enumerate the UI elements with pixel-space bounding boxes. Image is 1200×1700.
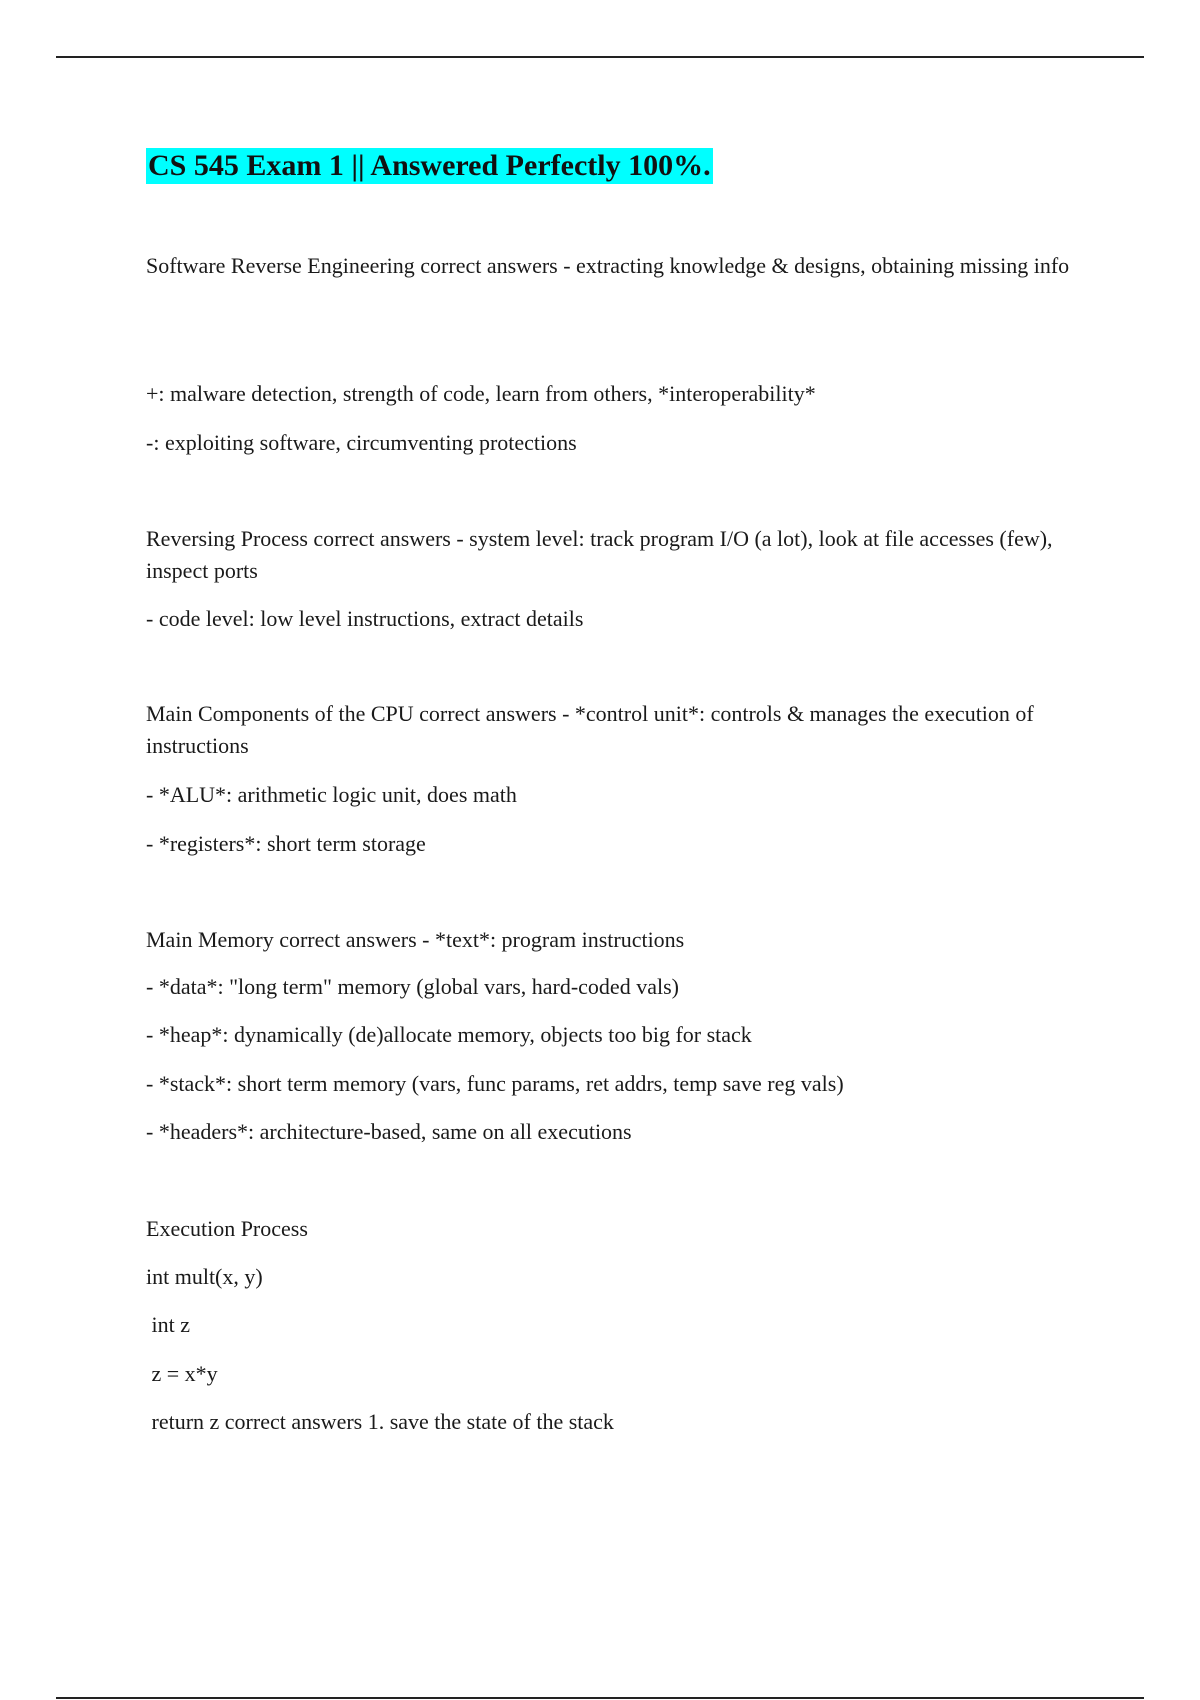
paragraph-headers: - *headers*: architecture-based, same on all executions (146, 1119, 632, 1144)
code-line-2: int z (146, 1312, 190, 1337)
paragraph-pros: +: malware detection, strength of code, learn from others, *interoperability* (146, 381, 816, 406)
paragraph-software-reverse-engineering: Software Reverse Engineering correct answers - extracting knowledge & designs, obtaining missing info (146, 253, 1070, 278)
paragraph-reversing-process: Reversing Process correct answers - system level: track program I/O (a lot), look at file accesses (few), inspect ports (146, 526, 1053, 583)
document-header (146, 148, 1086, 184)
paragraph-cpu-components: Main Components of the CPU correct answers - *control unit*: controls & manages the execution of instructions (146, 701, 1034, 758)
paragraph-registers: - *registers*: short term storage (146, 831, 426, 856)
paragraph-execution-process: Execution Process (146, 1216, 308, 1241)
bottom-rule (56, 1697, 1144, 1699)
paragraph-cons: -: exploiting software, circumventing protections (146, 430, 577, 455)
paragraph-stack: - *stack*: short term memory (vars, func params, ret addrs, temp save reg vals) (146, 1071, 844, 1096)
paragraph-alu: - *ALU*: arithmetic logic unit, does math (146, 782, 517, 807)
paragraph-main-memory: Main Memory correct answers - *text*: program instructions (146, 927, 685, 952)
paragraph-code-level: - code level: low level instructions, extract details (146, 606, 584, 631)
code-line-4: return z correct answers 1. save the state of the stack (146, 1409, 614, 1434)
code-line-1: int mult(x, y) (146, 1264, 263, 1289)
paragraph-data: - *data*: "long term" memory (global vars, hard-coded vals) (146, 974, 679, 999)
document-title: CS 545 Exam 1 || Answered Perfectly 100%. (148, 149, 711, 182)
top-rule (56, 56, 1144, 58)
paragraph-heap: - *heap*: dynamically (de)allocate memory, objects too big for stack (146, 1022, 752, 1047)
code-line-3: z = x*y (146, 1361, 218, 1386)
